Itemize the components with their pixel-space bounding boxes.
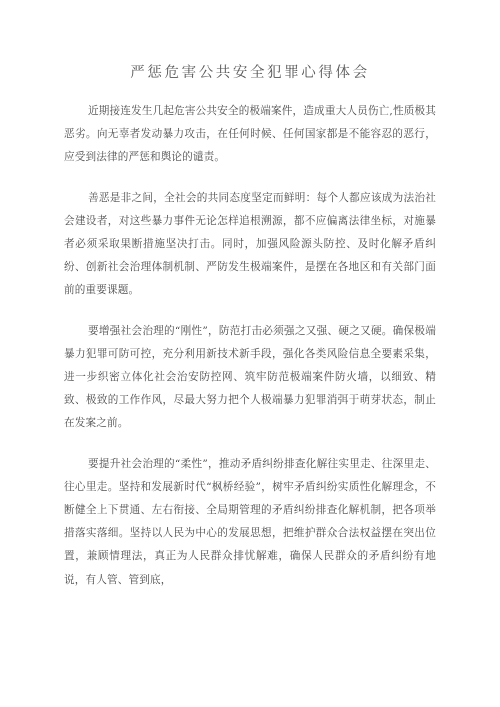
- paragraph-4: 要提升社会治理的“柔性”，推动矛盾纠纷排查化解往实里走、往深里走、往心里走。坚持和发展新时代“枫桥经验”，树牢矛盾纠纷实质性化解理念，不断健全上下贯通、左右衔接、全局期管理的矛盾纠纷排查化解机制，把各项举措落实落细。坚持以人民为中心的发展思想，把维护群众合法权益摆在突出位置，兼顾情理法，真正为人民群众排忧解难，确保人民群众的矛盾纠纷有地说，有人管、管到底，: [64, 457, 436, 586]
- document-title: 严惩危害公共安全犯罪心得体会: [130, 65, 370, 81]
- paragraph-3: 要增强社会治理的“刚性”，防范打击必须强之又强、硬之又硬。确保极端暴力犯罪可防可控，充分利用新技术新手段，强化各类风险信息全要素采集，进一步织密立体化社会治安防控网、筑牢防范极端案件防火墙，以细致、精致、极致的工作作风，尽最大努力把个人极端暴力犯罪消弭于萌芽状态，制止在发案之前。: [64, 324, 436, 430]
- paragraph-1: 近期接连发生几起危害公共安全的极端案件，造成重大人员伤亡,性质极其恶劣。向无辜者发动暴力攻击，在任何时候、任何国家都是不能容忍的恶行，应受到法律的严惩和舆论的谴责。: [64, 105, 436, 164]
- paragraph-2: 善恶是非之间，全社会的共同态度坚定而鲜明：每个人都应该成为法治社会建设者，对这些暴力事件无论怎样追根溯源，都不应偏离法律坐标，对施暴者必须采取果断措施坚决打击。同时，加强风险源头防控、及时化解矛盾纠纷、创新社会治理体制机制、严防发生极端案件，是摆在各地区和有关部门面前的重要课题。: [64, 191, 436, 297]
